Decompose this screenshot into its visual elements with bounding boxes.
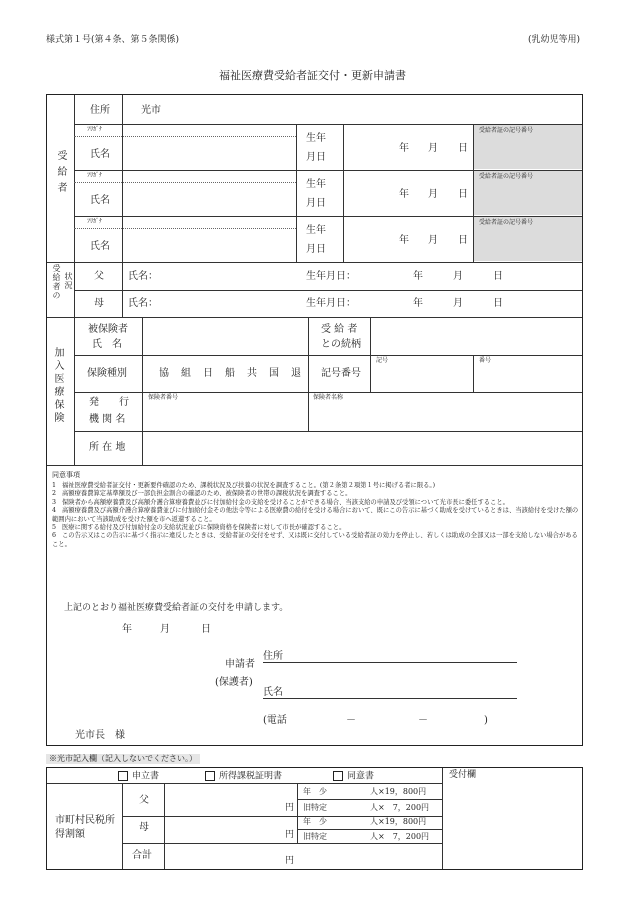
checkbox-icon — [205, 771, 215, 781]
applicant-address-label: 住所 — [263, 651, 283, 662]
insurance-type-options[interactable]: 協 組 日 船 共 国 退 — [159, 368, 302, 379]
issuer-label: 発 行 — [89, 397, 129, 408]
insurance-section-label: 加入医療保険 — [52, 347, 63, 425]
yen-unit: 円 — [285, 803, 295, 813]
status-section-label-2: 状況 — [64, 272, 73, 290]
consent-item: 5 医療に関する給付及び付加給付金の支給状況並びに保険資格を保険者に対して市長が確認すること。 — [52, 524, 346, 532]
calc-value: 人× 7，200円 — [370, 803, 430, 812]
insurer-name-label: 保険者名称 — [313, 394, 344, 401]
checkbox-icon — [333, 771, 343, 781]
calc-label: 旧特定 — [303, 803, 327, 812]
status-section-label: 受給者の — [52, 264, 61, 300]
consent-item: 2 高額療養費算定基準額及び一部負担金割合の確認のため、被保険者の世帯の課税状況を調査すること。 — [52, 490, 352, 498]
application-statement: 上記のとおり福祉医療費受給者証の交付を申請します。 — [64, 603, 289, 613]
date-month: 月 — [160, 624, 170, 635]
income-father-label: 父 — [139, 795, 149, 806]
consent-item: 1 福祉医療費受給者証交付・更新要件確認のため、課税状況及び扶養の状況を調査すること。(第２条第２項第１号に掲げる者に限る。) — [52, 482, 436, 489]
date-year: 年 — [122, 624, 132, 635]
calc-label: 年 少 — [303, 817, 327, 826]
form-number: 様式第１号(第４条、第５条関係) — [46, 35, 180, 45]
office-note: ※光市記入欄（記入しないでください。） — [46, 754, 200, 764]
phone-label: (電話 — [263, 715, 287, 726]
check-consent[interactable]: 同意書 — [333, 771, 374, 782]
insurer-number-label: 保険者番号 — [148, 394, 179, 401]
location-label: 所 在 地 — [89, 442, 126, 453]
consent-item: 6 この告示又はこの告示に基づく指示に違反したときは、受給者証の交付をせず、又は既に交付している受給者証の効力を停止し、若しくは助成の全部又は一部を支給しない場合があること。 — [52, 532, 578, 548]
consent-heading: 同意事項 — [52, 471, 80, 479]
insured-label-2: 氏 名 — [92, 339, 122, 350]
insured-label: 被保険者 — [88, 324, 128, 335]
checkbox-icon — [118, 771, 128, 781]
phone-dash: － — [418, 715, 428, 726]
number-small-label: 番号 — [479, 357, 492, 364]
yen-unit: 円 — [285, 856, 295, 866]
relation-label-2: との続柄 — [321, 339, 361, 350]
form-category: (乳幼児等用) — [528, 35, 581, 45]
insurance-type-label: 保険種別 — [87, 368, 127, 379]
income-total-label: 合計 — [132, 850, 152, 861]
income-label: 市町村民税所 — [55, 815, 115, 826]
applicant-name-label: 氏名 — [263, 687, 283, 698]
phone-close: ) — [484, 715, 488, 726]
reception-label: 受付欄 — [449, 770, 477, 780]
issuer-label-2: 機 関 名 — [89, 414, 126, 425]
address-label: 住所 — [90, 105, 110, 116]
applicant-label: 申請者 — [225, 659, 255, 670]
applicant-name-field[interactable] — [263, 698, 517, 699]
cert-number-label: 受給者証の記号番号 — [479, 127, 534, 134]
applicant-address-field[interactable] — [263, 662, 517, 663]
check-income-cert[interactable]: 所得課税証明書 — [205, 771, 282, 782]
calc-label: 旧特定 — [303, 832, 327, 841]
cert-number-label: 受給者証の記号番号 — [479, 173, 534, 180]
calc-value: 人× 7，200円 — [370, 832, 430, 841]
income-label-2: 得割額 — [55, 829, 85, 840]
recipient-section-label: 受給者 — [55, 150, 66, 198]
relation-label: 受 給 者 — [321, 324, 358, 335]
consent-item: 3 保険者から高額療養費及び高額介護合算療養費並びに付加給付金の支給を受けることができる場合、当該支給の申請及び受領について光市長に委任すること。 — [52, 498, 509, 506]
symbol-number-label: 記号番号 — [321, 368, 361, 379]
guardian-label: (保護者) — [215, 677, 253, 688]
phone-dash: － — [346, 715, 356, 726]
calc-label: 年 少 — [303, 787, 327, 796]
calc-value: 人×19，800円 — [370, 817, 427, 826]
date-day: 日 — [201, 624, 211, 635]
symbol-small-label: 記号 — [376, 357, 389, 364]
income-mother-label: 母 — [139, 822, 149, 833]
cert-number-label: 受給者証の記号番号 — [479, 219, 534, 226]
address-value[interactable]: 光市 — [141, 105, 161, 116]
consent-item: 4 高額療養費及び高額介護合算療養費並びに付加給付金その他法令等による医療費の給付を受ける場合において、既にこの告示に基づく助成を受けているときは、当該給付を受けた額の範囲内において当該助成を受けた額を市へ返還すること。 — [52, 507, 579, 523]
consent-list — [52, 482, 580, 549]
page-title: 福祉医療費受給者証交付・更新申請書 — [219, 69, 406, 82]
addressee: 光市長 様 — [75, 730, 125, 741]
calc-value: 人×19，800円 — [370, 787, 427, 796]
yen-unit: 円 — [285, 830, 295, 840]
check-statement[interactable]: 申立書 — [118, 771, 159, 782]
